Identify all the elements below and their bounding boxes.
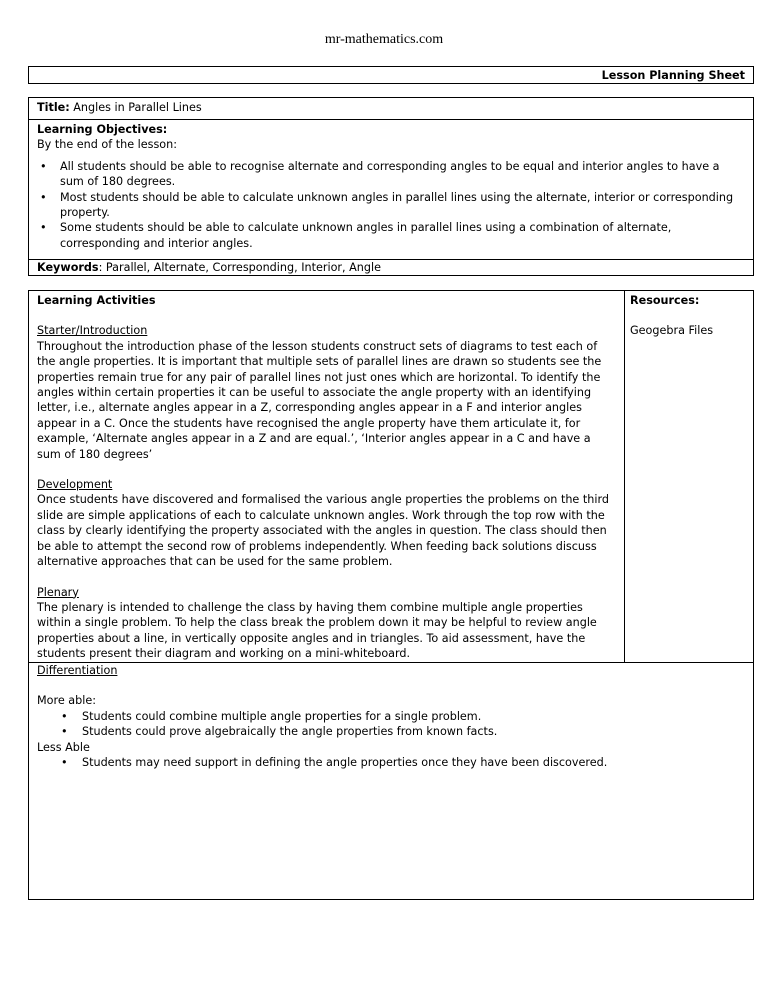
objective-item: • Some students should be able to calculate unknown angles in parallel lines using a combination of alternate, corresponding and interior angles. [60, 220, 745, 251]
objectives-heading: Learning Objectives: [37, 123, 168, 136]
less-able-label: Less Able [37, 740, 90, 754]
list-item: • Students could prove algebraically the angle properties from known facts. [82, 724, 745, 739]
title-row [29, 98, 753, 120]
resources-heading: Resources: [630, 294, 700, 307]
keywords-label: Keywords [37, 261, 99, 274]
objective-item: • Most students should be able to calculate unknown angles in parallel lines using the alternate, interior or corresponding property. [60, 190, 745, 221]
keywords-row [29, 260, 753, 276]
activities-heading: Learning Activities [37, 294, 156, 307]
list-item: • Students may need support in defining the angle properties once they have been discovered. [82, 755, 745, 770]
title-label: Title: [37, 101, 70, 114]
activities-table [28, 290, 754, 900]
objectives-row [29, 120, 753, 260]
starter-heading: Starter/Introduction [37, 324, 148, 338]
resource-item: Geogebra Files [630, 324, 714, 338]
differentiation-heading: Differentiation [37, 664, 118, 677]
objective-item: • All students should be able to recognise alternate and corresponding angles to be equal and interior angles to have a sum of 180 degrees. [60, 159, 745, 190]
keywords-value: : Parallel, Alternate, Corresponding, Interior, Angle [98, 261, 381, 274]
header-box [28, 66, 754, 84]
more-able-label: More able: [37, 694, 97, 708]
starter-text: Throughout the introduction phase of the lesson students construct sets of diagrams to test each of the angle properties. It is important that multiple sets of parallel lines are drawn so students see the properties remain true for any pair of parallel lines not just ones which are horizontal. To identify the angles within certain properties it can be useful to associate the angle property with an identifying letter, i.e., alternate angles appear in a Z, corresponding angles appear in a F and interior angles appear in a C. Once the students have recognised the angle property have them articulate it, for example, ‘Alternate angles appear in a Z and are equal.’, ‘Interior angles appear in a C and have a sum of 180 degrees’ [37, 339, 602, 461]
differentiation-cell [29, 663, 753, 899]
plenary-text: The plenary is intended to challenge the class by having them combine multiple angle properties within a single problem. To help the class break the problem down it may be helpful to review angle properties about a line, in vertically opposite angles and in triangles. To aid assessment, have the students present their diagram and working on a mini-whiteboard. [37, 600, 597, 661]
learning-activities-cell [29, 291, 625, 663]
less-able-list [37, 755, 745, 770]
objectives-list [37, 159, 745, 251]
site-name: mr-mathematics.com [324, 32, 444, 47]
resources-cell [625, 291, 753, 663]
plenary-heading: Plenary [37, 585, 79, 599]
list-item: • Students could combine multiple angle properties for a single problem. [82, 709, 745, 724]
development-heading: Development [37, 478, 113, 492]
development-text: Once students have discovered and formalised the various angle properties the problems on the third slide are simple applications of each to calculate unknown angles. Work through the top row with the class by clearly identifying the property associated with the angles in question. The class should then be able to attempt the second row of problems independently. When feeding back solutions discuss alternative approaches that can be used for the same problem. [37, 493, 609, 569]
objectives-intro: By the end of the lesson: [37, 138, 178, 152]
lesson-info-table [28, 97, 754, 276]
more-able-list [37, 709, 745, 740]
title-value: Angles in Parallel Lines [69, 101, 202, 114]
sheet-header: Lesson Planning Sheet [601, 69, 745, 82]
